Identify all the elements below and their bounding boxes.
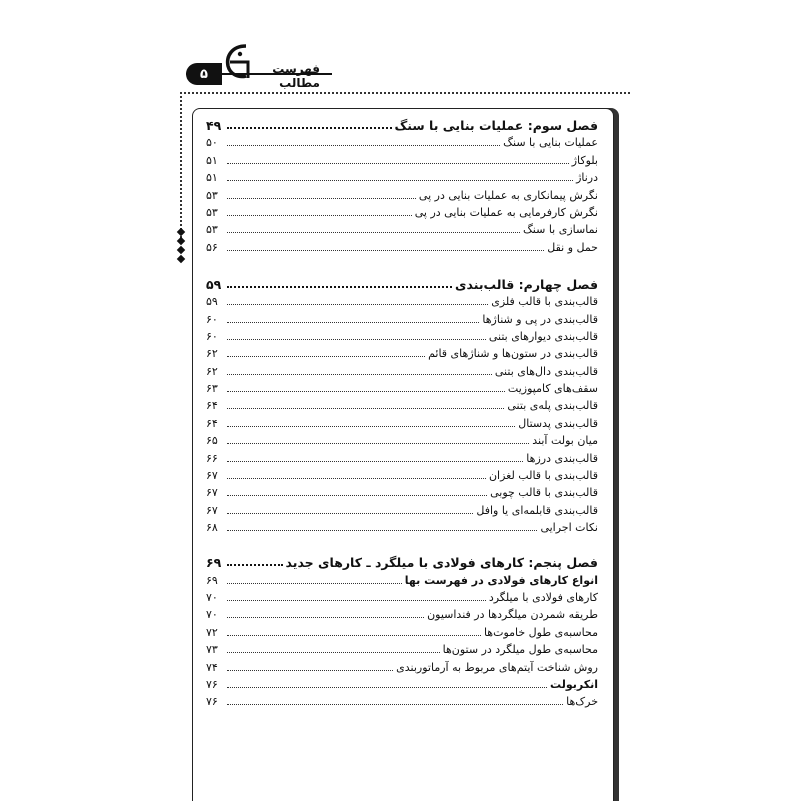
entry-title: قالب‌بندی پدستال [518, 416, 598, 430]
leader-dots [227, 583, 402, 584]
toc-entry [206, 219, 598, 236]
leader-dots [227, 198, 416, 199]
entry-title: نگرش پیمانکاری به عملیات بنایی در پی [418, 188, 598, 202]
leader-dots [227, 704, 563, 705]
toc-entry [206, 378, 598, 395]
toc-entry [206, 639, 598, 656]
toc-entry [206, 149, 598, 166]
leader-dots [227, 286, 452, 288]
entry-title: قالب‌بندی دیوارهای بتنی [488, 329, 598, 343]
entry-page: ۷۶ [206, 695, 218, 709]
leader-dots [227, 304, 488, 305]
entry-title: قالب‌بندی درزها [526, 451, 598, 465]
chapter-page: ۵۹ [206, 276, 222, 292]
entry-title: قالب‌بندی با قالب چوبی [490, 486, 598, 500]
toc-entry [206, 621, 598, 638]
entry-page: ۶۷ [206, 503, 218, 517]
entry-title: حمل و نقل [547, 240, 598, 254]
leader-dots [227, 461, 523, 462]
chapter-title: فصل چهارم: قالب‌بندی [455, 276, 598, 292]
leader-dots [227, 374, 492, 375]
entry-title: قالب‌بندی دال‌های بتنی [494, 364, 598, 378]
entry-title: محاسبه‌ی طول میلگرد در ستون‌ها [442, 643, 598, 657]
leader-dots [227, 145, 500, 146]
entry-page: ۶۴ [206, 416, 218, 430]
toc-entry [206, 184, 598, 201]
entry-page: ۵۶ [206, 240, 218, 254]
toc-entry [206, 202, 598, 219]
entry-title: درناژ [576, 171, 598, 185]
entry-page: ۶۰ [206, 312, 218, 326]
toc-entry [206, 465, 598, 482]
entry-title: محاسبه‌ی طول خاموت‌ها [483, 625, 598, 639]
entry-page: ۷۳ [206, 643, 218, 657]
leader-dots [227, 600, 486, 601]
entry-title: خرک‌ها [566, 695, 598, 709]
entry-title: نکات اجرایی [540, 521, 598, 535]
chapter-heading [206, 113, 598, 132]
toc-entry [206, 395, 598, 412]
chain-ornament-icon [175, 228, 187, 268]
entry-page: ۶۰ [206, 329, 218, 343]
leader-dots [227, 322, 479, 323]
entry-page: ۶۵ [206, 434, 218, 448]
toc-entry [206, 167, 598, 184]
entry-title: نماسازی با سنگ [522, 223, 598, 237]
leader-dots [227, 356, 425, 357]
book-logo-icon [222, 42, 252, 82]
entry-page: ۷۲ [206, 625, 218, 639]
chapter-heading [206, 272, 598, 291]
entry-title: قالب‌بندی با قالب فلزی [491, 295, 598, 309]
toc-entry [206, 236, 598, 253]
leader-dots [227, 687, 547, 688]
entry-page: ۵۰ [206, 136, 218, 150]
toc-entry [206, 499, 598, 516]
entry-page: ۶۴ [206, 399, 218, 413]
dotted-top-border [180, 92, 630, 94]
leader-dots [227, 408, 504, 409]
chapter-page: ۴۹ [206, 118, 222, 133]
leader-dots [227, 478, 486, 479]
leader-dots [227, 495, 487, 496]
leader-dots [227, 250, 544, 251]
entry-title: طریقه شمردن میلگردها در فنداسیون [427, 608, 598, 622]
leader-dots [227, 443, 529, 444]
header-title: فهرست مطالب [272, 62, 320, 90]
toc-entry [206, 691, 598, 708]
leader-dots [227, 339, 486, 340]
chapter-heading [206, 550, 598, 569]
entry-title: میان بولت آبند [532, 434, 598, 448]
toc-entry [206, 291, 598, 308]
entry-title: قالب‌بندی با قالب لغزان [488, 469, 598, 483]
leader-dots [227, 513, 473, 514]
dotted-left-border [180, 92, 182, 242]
entry-title: قالب‌بندی در پی و شناژها [482, 312, 598, 326]
toc-entry [206, 132, 598, 149]
entry-page: ۶۹ [206, 573, 218, 587]
leader-dots [227, 617, 424, 618]
entry-page: ۶۲ [206, 347, 218, 361]
chapter-page: ۶۹ [206, 555, 222, 571]
entry-title: قالب‌بندی پله‌ی بتنی [507, 399, 598, 413]
table-of-contents [206, 113, 598, 708]
entry-title: سقف‌های کامپوزیت [507, 382, 598, 396]
entry-title: انواع کارهای فولادی در فهرست بها [404, 573, 598, 587]
entry-page: ۵۳ [206, 205, 218, 219]
toc-entry [206, 656, 598, 673]
leader-dots [227, 215, 412, 216]
chapter-title: فصل پنجم: کارهای فولادی با میلگرد ـ کارهای جدید [285, 555, 598, 571]
entry-page: ۵۱ [206, 153, 218, 167]
leader-dots [227, 652, 440, 653]
page-number: ۵ [200, 66, 208, 82]
toc-entry [206, 308, 598, 325]
entry-page: ۶۲ [206, 364, 218, 378]
entry-page: ۵۱ [206, 171, 218, 185]
toc-entry [206, 430, 598, 447]
leader-dots [227, 564, 283, 566]
leader-dots [227, 530, 537, 531]
toc-entry [206, 343, 598, 360]
entry-page: ۷۰ [206, 608, 218, 622]
entry-page: ۶۶ [206, 451, 218, 465]
entry-title: کارهای فولادی با میلگرد [488, 590, 598, 604]
leader-dots [227, 232, 520, 233]
toc-entry [206, 604, 598, 621]
leader-dots [227, 670, 393, 671]
leader-dots [227, 391, 505, 392]
toc-entry [206, 447, 598, 464]
toc-entry [206, 674, 598, 691]
toc-entry [206, 412, 598, 429]
leader-dots [227, 163, 569, 164]
leader-dots [227, 426, 515, 427]
entry-title: انکربولت [550, 677, 598, 691]
entry-page: ۶۳ [206, 382, 218, 396]
leader-dots [227, 180, 573, 181]
leader-dots [227, 635, 481, 636]
toc-entry [206, 326, 598, 343]
toc-entry [206, 569, 598, 586]
toc-entry [206, 587, 598, 604]
leader-dots [227, 127, 392, 129]
entry-title: روش شناخت آیتم‌های مربوط به آرماتوربندی [396, 660, 598, 674]
entry-page: ۶۷ [206, 469, 218, 483]
entry-page: ۶۷ [206, 486, 218, 500]
entry-page: ۵۹ [206, 295, 218, 309]
entry-page: ۶۸ [206, 521, 218, 535]
entry-title: نگرش کارفرمایی به عملیات بنایی در پی [414, 205, 598, 219]
entry-page: ۷۶ [206, 677, 218, 691]
chapter-title: فصل سوم: عملیات بنایی با سنگ [394, 118, 598, 133]
entry-page: ۵۳ [206, 188, 218, 202]
toc-entry [206, 482, 598, 499]
entry-title: بلوکاژ [571, 153, 598, 167]
entry-title: عملیات بنایی با سنگ [503, 136, 598, 150]
entry-page: ۵۳ [206, 223, 218, 237]
page-number-badge [186, 63, 222, 85]
entry-title: قالب‌بندی در ستون‌ها و شناژهای قائم [428, 347, 598, 361]
toc-entry [206, 517, 598, 534]
entry-title: قالب‌بندی قابلمه‌ای یا وافل [476, 503, 598, 517]
toc-entry [206, 360, 598, 377]
entry-page: ۷۰ [206, 590, 218, 604]
entry-page: ۷۴ [206, 660, 218, 674]
